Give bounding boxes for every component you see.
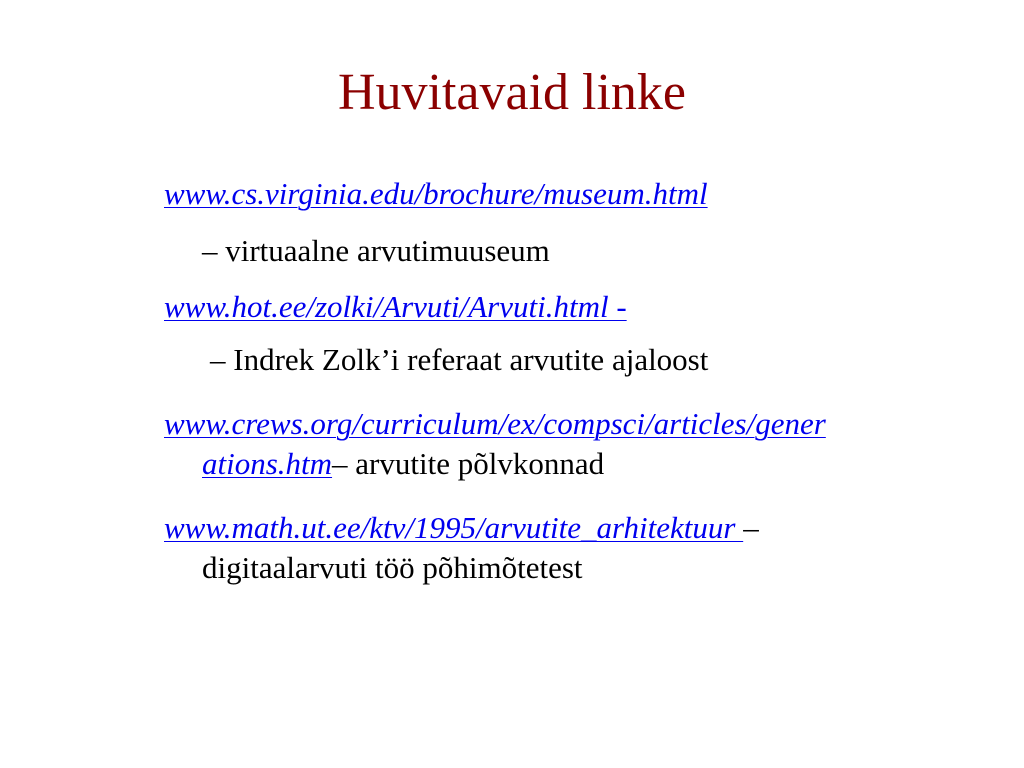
link-entry-zolk: [164, 287, 1024, 380]
link-description: – virtuaalne arvutimuuseum: [202, 233, 550, 268]
link-hot-ee-zolki[interactable]: www.hot.ee/zolki/Arvuti/Arvuti.html -: [164, 289, 627, 324]
link-separator: –: [743, 510, 759, 545]
link-entry-architecture: [164, 508, 1024, 588]
slide-title: Huvitavaid linke: [337, 64, 687, 121]
link-crews-generations-part2[interactable]: ations.htm: [202, 446, 333, 481]
link-description: – arvutite põlvkonnad: [332, 446, 605, 481]
link-math-ut-architecture[interactable]: www.math.ut.ee/ktv/1995/arvutite_arhitektuur: [164, 510, 744, 545]
link-description: digitaalarvuti töö põhimõtetest: [202, 550, 583, 585]
link-description: – Indrek Zolk’i referaat arvutite ajaloost: [210, 342, 709, 377]
link-entry-generations: [164, 404, 1024, 484]
link-list: [164, 174, 1024, 588]
link-virginia-museum[interactable]: www.cs.virginia.edu/brochure/museum.html: [164, 176, 708, 211]
link-entry-museum: [164, 174, 1024, 271]
link-crews-generations-part1[interactable]: www.crews.org/curriculum/ex/compsci/articles/gener: [164, 406, 826, 441]
